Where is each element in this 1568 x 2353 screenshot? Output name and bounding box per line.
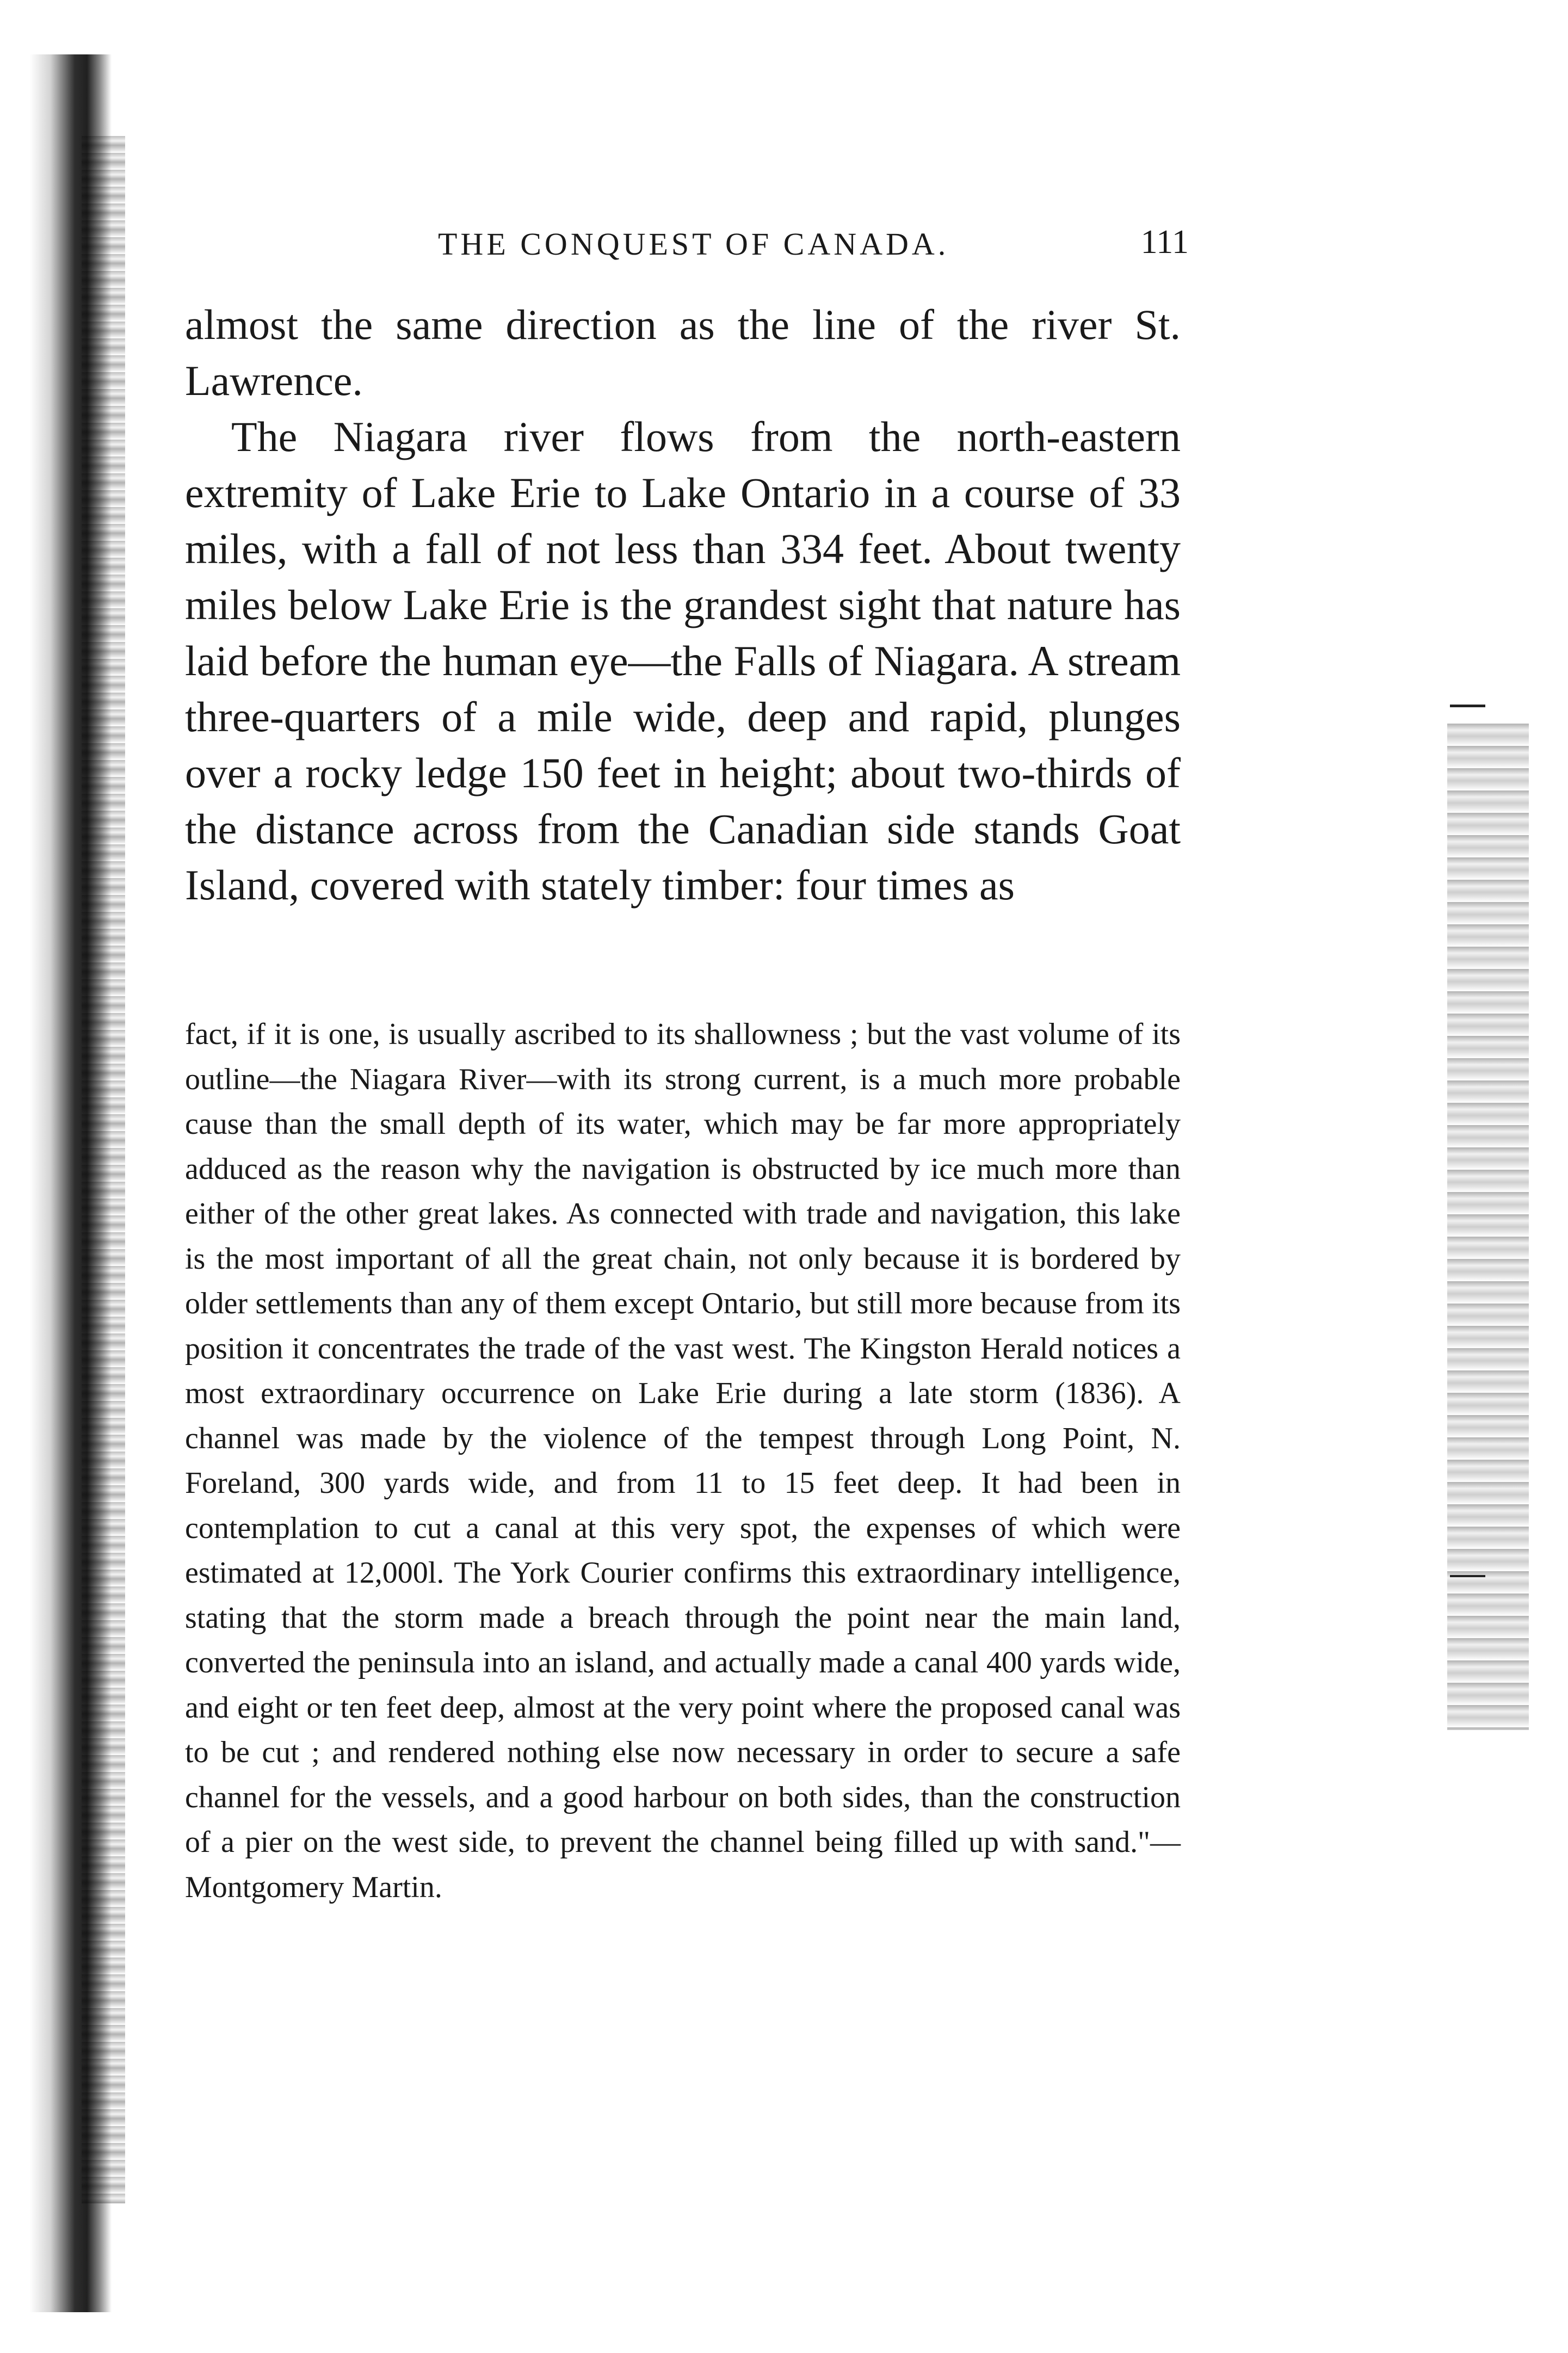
- paragraph: almost the same direction as the line of the river St. Lawrence.: [185, 301, 1181, 404]
- margin-mark: [1450, 705, 1485, 707]
- paragraph: The Niagara river flows from the north-eastern extremity of Lake Erie to Lake Ontario in a course of 33 miles, with a fall of not less than 334 feet. About twenty miles below Lake Erie is the grandest sight that nature has laid before the human eye—the Falls of Niagara. A stream three-quarters of a mile wide, deep and rapid, plunges over a rocky ledge 150 feet in height; about two-thirds of the distance across from the Canadian side stands Goat Island, covered with stately timber: four times as: [185, 413, 1181, 909]
- footnote: [185, 1012, 1181, 1910]
- running-head: [182, 220, 1189, 269]
- running-title: THE CONQUEST OF CANADA.: [438, 226, 949, 262]
- main-text: [185, 297, 1181, 913]
- binding-speckle: [82, 136, 125, 2203]
- footnote-text: fact, if it is one, is usually ascribed to its shallowness ; but the vast volume of its outline—the Niagara River—with its strong current, is a much more probable cause than the small depth of its water, which may be far more appropriately adduced as the reason why the navigation is obstructed by ice much more than either of the other great lakes. As connected with trade and navigation, this lake is the most important of all the great chain, not only because it is bordered by older settlements than any of them except Ontario, but still more because from its position it concentrates the trade of the vast west. The Kingston Herald notices a most extraordinary occurrence on Lake Erie during a late storm (1836). A channel was made by the violence of the tempest through Long Point, N. Foreland, 300 yards wide, and from 11 to 15 feet deep. It had been in contemplation to cut a canal at this very spot, the expenses of which were estimated at 12,000l. The York Courier confirms this extraordinary intelligence, stating that the storm made a breach through the point near the main land, converted the peninsula into an island, and actually made a canal 400 yards wide, and eight or ten feet deep, almost at the very point where the proposed canal was to be cut ; and rendered nothing else now necessary in order to secure a safe channel for the vessels, and a good harbour on both sides, than the construction of a pier on the west side, to prevent the channel being filled up with sand."—Montgomery Martin.: [185, 1017, 1181, 1904]
- page-number: 111: [1140, 224, 1189, 261]
- show-through-edge: [1447, 724, 1529, 1730]
- margin-mark: [1450, 1575, 1485, 1577]
